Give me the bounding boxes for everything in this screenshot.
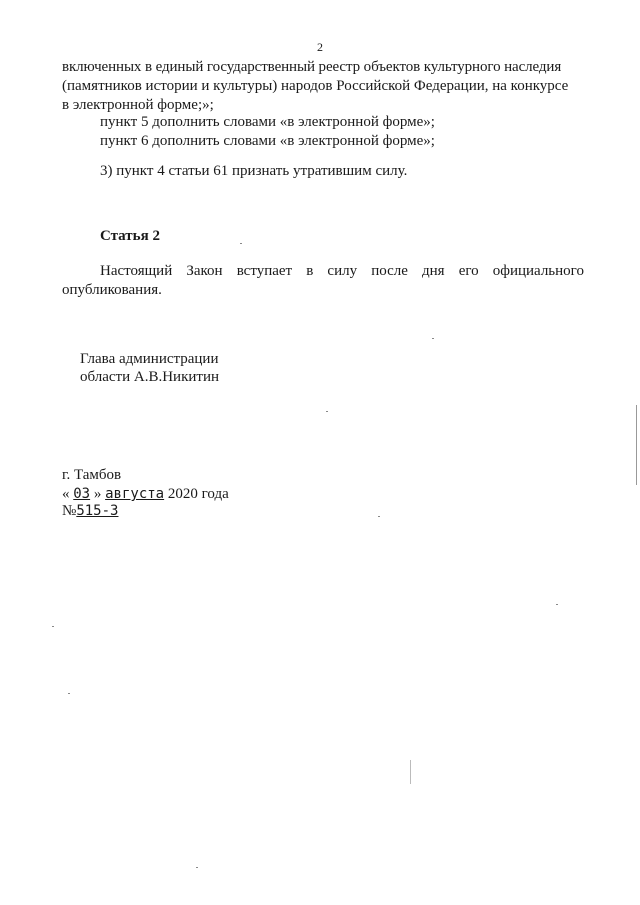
date-year: 2020 года <box>167 486 229 502</box>
paragraph1-line1: включенных в единый государственный реестр объектов культурного наследия <box>62 59 562 75</box>
date-day: 03 <box>73 486 91 502</box>
law-number: 515-З <box>76 503 119 519</box>
scan-speck <box>556 604 558 605</box>
word: дня <box>422 263 445 279</box>
signature-title: Глава администрации <box>80 351 219 367</box>
city: г. Тамбов <box>62 467 122 483</box>
scan-speck <box>68 693 70 694</box>
item-6: пункт 6 дополнить словами «в электронной форме»; <box>100 133 435 149</box>
word: его <box>458 263 479 279</box>
article-heading: Статья 2 <box>100 228 160 244</box>
word: в <box>306 263 314 279</box>
date-open-quote: « <box>62 486 70 502</box>
date-close-quote: » <box>93 486 102 502</box>
scan-speck <box>326 411 328 412</box>
word: Закон <box>186 263 223 279</box>
date-month: августа <box>105 486 165 502</box>
article2-line1 <box>62 262 584 281</box>
scan-speck <box>432 338 434 339</box>
word: вступает <box>236 263 293 279</box>
word: Настоящий <box>100 263 173 279</box>
page-number: 2 <box>317 40 323 54</box>
number-sign: № <box>62 503 77 519</box>
word: силу <box>327 263 358 279</box>
scan-edge <box>636 405 637 485</box>
scan-speck <box>196 867 198 868</box>
paragraph1-line2: (памятников истории и культуры) народов Российской Федерации, на конкурсе <box>62 78 569 94</box>
scan-speck <box>240 243 242 244</box>
paragraph1-line3: в электронной форме;»; <box>62 97 214 113</box>
signature-name: области А.В.Никитин <box>80 369 220 385</box>
item-3: 3) пункт 4 статьи 61 признать утратившим силу. <box>100 163 408 179</box>
item-5: пункт 5 дополнить словами «в электронной форме»; <box>100 114 435 130</box>
scan-mark <box>410 760 411 784</box>
law-number-line <box>62 502 118 521</box>
word: после <box>371 263 408 279</box>
article2-line2: опубликования. <box>62 282 162 298</box>
word: официального <box>492 263 584 279</box>
scan-speck <box>378 516 380 517</box>
scan-speck <box>52 626 54 627</box>
